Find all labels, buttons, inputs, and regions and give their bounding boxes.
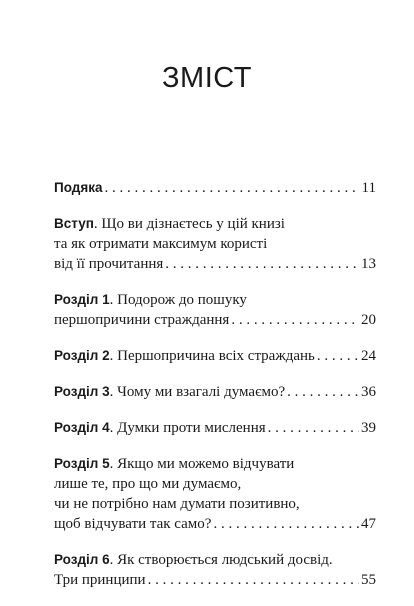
toc-entry-text: Три принципи: [54, 572, 146, 588]
toc-entry-text: чи не потрібно нам думати позитивно,: [54, 496, 300, 512]
toc-entry-label: Розділ 4: [54, 420, 110, 435]
dot-leader: [231, 310, 359, 330]
toc-entry-text: першопричини страждання: [54, 312, 230, 328]
toc-entry-label: Розділ 2: [54, 348, 110, 363]
toc-entry-introduction[interactable]: [54, 214, 376, 274]
dot-leader: [104, 178, 359, 198]
toc-entry-chapter-1[interactable]: [54, 290, 376, 330]
toc-entry-label: Розділ 1: [54, 292, 110, 307]
toc-entry-text: . Що ви дізнаєтесь у цій книзі: [93, 216, 285, 232]
dot-leader: [268, 418, 359, 438]
dot-leader: [165, 254, 359, 274]
toc-entry-chapter-3[interactable]: [54, 382, 376, 402]
toc-entry-acknowledgements[interactable]: [54, 178, 376, 198]
toc-entry-text: . Подорож до пошуку: [109, 292, 247, 308]
toc-entry-chapter-2[interactable]: [54, 346, 376, 366]
dot-leader: [287, 382, 359, 402]
toc-page-number: 36: [361, 384, 376, 400]
toc-entry-chapter-5[interactable]: [54, 454, 376, 534]
toc-entry-text: від її прочитання: [54, 256, 164, 272]
toc-entry-text: та як отримати максимум користі: [54, 236, 268, 252]
dot-leader: [317, 346, 359, 366]
toc-page-number: 11: [361, 180, 376, 196]
toc-page-number: 20: [361, 312, 376, 328]
dot-leader: [213, 514, 359, 534]
toc-page-number: 24: [361, 348, 376, 364]
toc-entry-text: лише те, про що ми думаємо,: [54, 476, 242, 492]
toc-entry-chapter-4[interactable]: [54, 418, 376, 438]
toc-entry-chapter-6[interactable]: [54, 550, 376, 590]
toc-entry-label: Розділ 5: [54, 456, 110, 471]
toc-page-number: 13: [361, 256, 376, 272]
toc-page-number: 39: [361, 420, 376, 436]
toc-entry-text: . Думки проти мислення: [109, 420, 266, 436]
toc-entry-label: Розділ 3: [54, 384, 110, 399]
toc-entry-label: Розділ 6: [54, 552, 110, 567]
toc-page-number: 55: [361, 572, 376, 588]
page-title: ЗМІСТ: [162, 62, 252, 94]
toc-page-number: 47: [361, 516, 376, 532]
toc-entry-text: щоб відчувати так само?: [54, 516, 212, 532]
toc-entry-label: Подяка: [54, 180, 103, 195]
toc-entry-label: Вступ: [54, 216, 94, 231]
table-of-contents: [54, 178, 376, 606]
toc-entry-text: . Якщо ми можемо відчувати: [109, 456, 295, 472]
toc-entry-text: . Як створюється людський досвід.: [109, 552, 333, 568]
toc-entry-text: . Чому ми взагалі думаємо?: [109, 384, 286, 400]
toc-entry-text: . Першопричина всіх страждань: [109, 348, 315, 364]
dot-leader: [148, 570, 359, 590]
